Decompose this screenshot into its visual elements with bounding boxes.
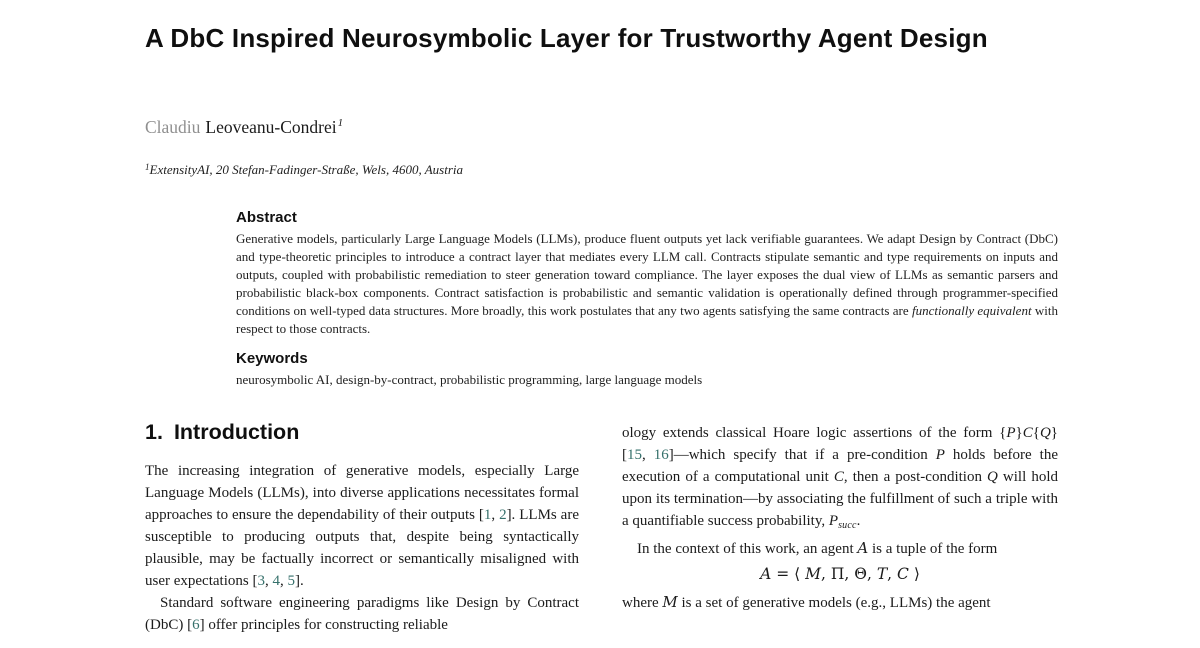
citation-link[interactable]: 5 <box>287 573 295 589</box>
citation-link[interactable]: 16 <box>653 447 669 463</box>
text-segment: A <box>760 565 772 583</box>
text-segment: { <box>1032 425 1040 441</box>
affiliation-line <box>145 162 463 178</box>
text-segment: Standard software engineering paradigms like Design by Contract (DbC) [ <box>145 595 579 633</box>
text-segment: ology extends classical Hoare logic assertions of the form { <box>622 425 1007 441</box>
citation-link[interactable]: 1 <box>483 507 492 523</box>
text-segment: , <box>887 565 898 583</box>
text-segment: M <box>805 565 822 583</box>
text-segment: ]—which specify that if a pre-condition <box>668 447 936 463</box>
text-segment: The increasing integration of generative models, especially Large Language Models (LLMs), into diverse applications necessitates formal approaches to ensure the dependability of their outputs [ <box>145 463 579 523</box>
section-title: Introduction <box>173 420 300 444</box>
text-segment: functionally equivalent <box>911 303 1032 318</box>
text-segment: T <box>876 565 888 583</box>
text-segment: P <box>1006 425 1016 441</box>
keywords-text: neurosymbolic AI, design-by-contract, probabilistic programming, large language models <box>236 372 703 387</box>
text-segment: } <box>1015 425 1023 441</box>
abstract-heading: Abstract <box>236 209 297 226</box>
citation-link[interactable]: 3 <box>257 573 265 589</box>
keywords-heading: Keywords <box>236 350 308 367</box>
author-affiliation-marker: 1 <box>337 117 344 129</box>
paragraph <box>622 591 1058 614</box>
text-segment: where <box>622 595 663 611</box>
text-segment: P <box>935 447 945 463</box>
text-segment: , <box>264 573 273 589</box>
text-segment: Q <box>987 469 998 485</box>
paragraph <box>145 460 579 592</box>
paper-title: A DbC Inspired Neurosymbolic Layer for Trustworthy Agent Design <box>145 23 988 53</box>
text-segment: M <box>662 593 678 611</box>
text-segment: ⟩ <box>908 565 920 583</box>
text-segment: succ <box>838 520 857 531</box>
text-segment: Q <box>1039 425 1051 441</box>
author-line <box>145 117 343 138</box>
citation-link[interactable]: 15 <box>627 447 642 463</box>
text-segment: holds before the execution of a computational unit <box>622 447 1058 485</box>
front-matter <box>236 209 1058 389</box>
text-segment: } [ <box>622 425 1058 463</box>
text-segment: C <box>1022 425 1033 441</box>
citation-link[interactable]: 4 <box>272 573 280 589</box>
paragraph <box>622 422 1058 537</box>
text-segment: with respect to those contracts. <box>236 303 1058 336</box>
agent-tuple-equation <box>622 563 1058 585</box>
right-column <box>622 422 1058 614</box>
section-number: 1. <box>145 420 163 444</box>
paragraph <box>622 537 1058 560</box>
text-segment: , Π, Θ, <box>821 565 877 583</box>
paragraph <box>145 592 579 636</box>
text-segment: In the context of this work, an agent <box>637 541 858 557</box>
text-segment: is a tuple of the form <box>868 541 998 557</box>
left-column <box>145 460 579 636</box>
affiliation-marker: 1 <box>145 162 150 172</box>
text-segment: C <box>897 565 909 583</box>
text-segment: . <box>856 513 861 529</box>
text-segment: = ⟨ <box>771 565 806 583</box>
text-segment: will hold upon its termination—by associating the fulfillment of such a triple with a quantifiable success probability, <box>622 469 1058 529</box>
text-segment: , <box>491 507 500 523</box>
text-segment: ]. LLMs are susceptible to producing outputs that, despite being syntactically plausible, may be factually incorrect or semantically misaligned with user expectations [ <box>145 507 579 589</box>
author-given-name: Claudiu <box>145 117 201 137</box>
citation-link[interactable]: 6 <box>192 617 200 633</box>
affiliation-text: ExtensityAI, 20 Stefan-Fadinger-Straße, Wels, 4600, Austria <box>149 162 464 177</box>
text-segment: A <box>857 539 869 557</box>
text-segment: C <box>833 469 844 485</box>
abstract-text <box>236 230 1058 338</box>
text-segment: ] offer principles for constructing reliable <box>199 617 448 633</box>
author-family-name: Leoveanu-Condrei <box>205 117 337 137</box>
text-segment: P <box>828 513 839 529</box>
section-heading-introduction <box>145 420 299 445</box>
text-segment: is a set of generative models (e.g., LLMs) the agent <box>677 595 991 611</box>
text-segment: , <box>642 447 654 463</box>
text-segment: , then a post-condition <box>843 469 988 485</box>
text-segment: ]. <box>294 573 304 589</box>
text-segment: , <box>279 573 288 589</box>
citation-link[interactable]: 2 <box>499 507 507 523</box>
text-segment: Generative models, particularly Large Language Models (LLMs), produce fluent outputs yet lack verifiable guarantees. We adapt Design by Contract (DbC) and type-theoretic principles to introduce a contract layer that mediates every LLM call. Contracts stipulate semantic and type requirements on inputs and outputs, coupled with probabilistic remediation to steer generation toward compliance. The layer exposes the dual view of LLMs as semantic parsers and probabilistic black-box components. Contract satisfaction is probabilistic and semantic validation is operationally defined through programmer-specified conditions on well-typed data structures. More broadly, this work postulates that any two agents satisfying the same contracts are <box>236 231 1058 318</box>
